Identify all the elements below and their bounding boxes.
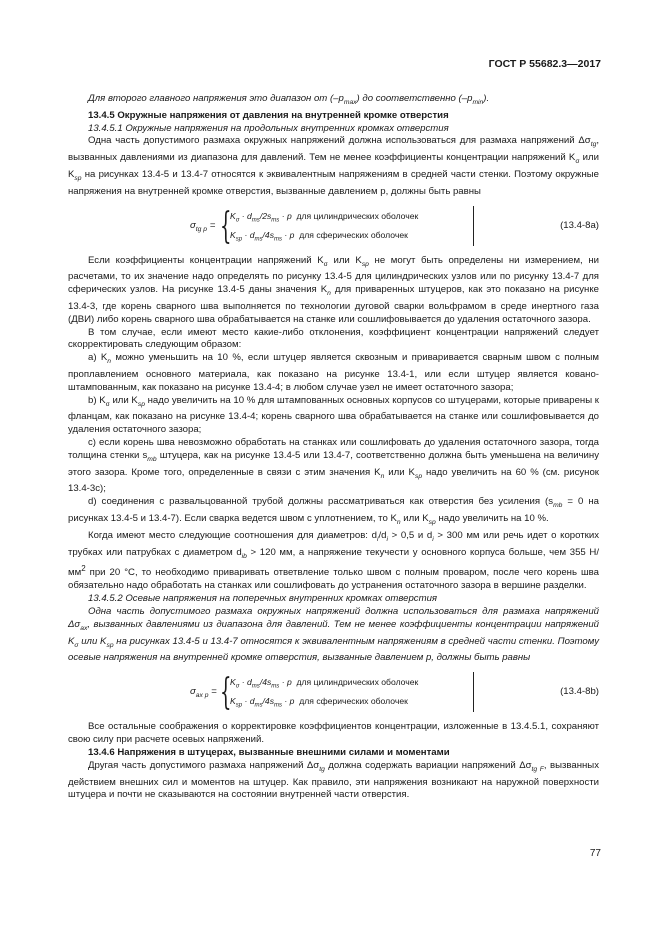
paragraph: Одна часть допустимого размаха окружных напряжений должна использоваться для размаха напряжений $\Delta\sigma_{ax}$, вызванных давлениями из диапазона для давлений. Тем не менее коэффициенты концентрации напряжений $K_\sigma$ или $K_{sp}$ на рисунках 13.4-5 и 13.4-7 относятся к эквивалентным напряжениям в средней части стенки. Поэтому осевые напряжения на внутренней кромке отверстия, вызванные давлением p, должны быть равны <box>68 606 599 664</box>
page-content <box>68 93 599 802</box>
paragraph: Все остальные соображения о корректировке коэффициентов концентрации, изложенные в 13.4.5.1, сохраняют свою силу при расчете осевых напряжений. <box>68 721 599 746</box>
subsection-heading: 13.4.5.1 Окружные напряжения на продольных внутренних кромках отверстия <box>88 122 449 134</box>
paragraph: Когда имеют место следующие соотношения для диаметров: $d_i/d_i > 0,5$ и $d_i > 300$ мм или речь идет о коротких трубках или патрубках с диаметром $d_{ib} > 120$ мм, а напряжение текучести у основного корпуса больше, чем 355 $Н/мм^2$ при 20 °C, то необходимо приваривать ответвление только швом с полным проваром, после чего корень шва обязательно надо обработать на станках или сошлифовать до устранения остаточного зазора в вершине разделки. <box>68 529 600 592</box>
formula-number: (13.4-8b) <box>560 686 599 698</box>
paragraph: Для второго главного напряжения это диапазон от $(-p_{max})$ до соответственно $(-p_{min})$. <box>88 93 490 106</box>
formula-lhs: $\sigma_{tg p}$ = <box>190 219 216 233</box>
formula-13-4-8b <box>68 670 599 716</box>
section-heading: 13.4.5 Окружные напряжения от давления на внутренней кромке отверстия <box>88 109 449 121</box>
paragraph: Если коэффициенты концентрации напряжений $K_\sigma$ или $K_{sp}$ не могут быть определены ни измерением, ни расчетами, то их значение надо определять по рисунку 13.4-5 для цилиндрических узлов или по рисунку 13.4-7 для сферических узлов. На рисунке 13.4-5 даны значения $K_n$ для приваренных штуцеров, как это показано на рисунке 13.4-3, где корень сварного шва выполняется по технологии дуговой сварки вольфрамом в среде инертного газа (ДВИ) либо корень сварного шва обрабатывается на станке или сошлифовывается до удаления остаточного зазора. <box>68 254 600 325</box>
paragraph: В том случае, если имеют место какие-либо отклонения, коэффициент концентрации напряжений следует скорректировать следующим образом: <box>68 326 599 351</box>
formula-lhs: $\sigma_{ax p}$ = <box>190 686 217 700</box>
paragraph: Другая часть допустимого размаха напряжений $\Delta\sigma_{tg}$ должна содержать вариации напряжений $\Delta\sigma_{tg F}$, вызванных действием внешних сил и моментов на штуцер. Как правило, эти напряжения возникают на наружной поверхности штуцера и почти не сказываются на состоянии внутренней части отверстия. <box>68 759 599 801</box>
formula-row: $K_\sigma \cdot d_{ms}/2s_{ms} \cdot p$ для цилиндрических оболочек <box>230 210 419 224</box>
page-number: 77 <box>589 848 601 859</box>
right-bracket <box>472 672 474 712</box>
left-brace: { <box>220 205 232 247</box>
section-heading: 13.4.6 Напряжения в штуцерах, вызванные внешними силами и моментами <box>88 746 450 758</box>
formula-row: $K_{sp} \cdot d_{ms}/4s_{ms} \cdot p$ для сферических оболочек <box>230 229 408 243</box>
document-code: ГОСТ Р 55682.3—2017 <box>488 58 601 70</box>
list-item: b) $K_\sigma$ или $K_{sp}$ надо увеличить на 10 % для штампованных основных корпусов со штуцерами, которые приварены к фланцам, как показано на рисунке 13.4-4; корень сварного шва обрабатывается на станке или сошлифовывается до удаления остаточного зазора; <box>68 394 599 436</box>
subsection-heading: 13.4.5.2 Осевые напряжения на поперечных внутренних кромках отверстия <box>88 593 438 605</box>
left-brace: { <box>220 672 232 714</box>
list-item: d) соединения с развальцованной трубой должны рассматриваться как отверстия без усиления ($s_{mb} = 0$ на рисунках 13.4-5 и 13.4-7). Если сварка ведется швом с уплотнением, то $K_n$ или $K_{sp}$ надо увеличить на 10 %. <box>68 496 599 526</box>
right-bracket <box>472 206 474 246</box>
list-item: c) если корень шва невозможно обработать на станках или сошлифовать до удаления остаточного зазора, тогда толщина стенки $s_{mb}$ штуцера, как на рисунке 13.4-5 или 13.4-7, соответственно должна быть уменьшена на величину этого зазора. Кроме того, определенные в связи с этим значения $K_n$ или $K_{sp}$ надо увеличить на 60 % (см. рисунок 13.4-3c); <box>68 437 600 495</box>
formula-row: $K_{sp} \cdot d_{ms}/4s_{ms} \cdot p$ для сферических оболочек <box>230 696 408 709</box>
list-item: a) $K_n$ можно уменьшить на 10 %, если штуцер является сквозным и приваривается сварным швом с полным проплавлением основного материала, как показано на рисунке 13.4-1, или если штуцер является ковано-штампованным, как показано на рисунке 13.4-4; в любом случае узел не имеет остаточного зазора; <box>68 352 599 393</box>
formula-row: $K_\sigma \cdot d_{ms}/4s_{ms} \cdot p$ для цилиндрических оболочек <box>230 677 419 690</box>
paragraph: Одна часть допустимого размаха окружных напряжений должна использоваться для размаха напряжений $\Delta\sigma_{tg}$, вызванных давлениями из диапазона для давлений. Тем не менее коэффициенты концентрации напряжений $K_\sigma$ или $K_{sp}$ на рисунках 13.4-5 и 13.4-7 относятся к эквивалентным напряжениям в средней части стенки. Поэтому окружные напряжения на внутренней кромке отверстия, вызванные давлением p, должны быть равны <box>68 135 599 197</box>
formula-number: (13.4-8a) <box>560 219 599 231</box>
formula-13-4-8a <box>68 204 599 250</box>
